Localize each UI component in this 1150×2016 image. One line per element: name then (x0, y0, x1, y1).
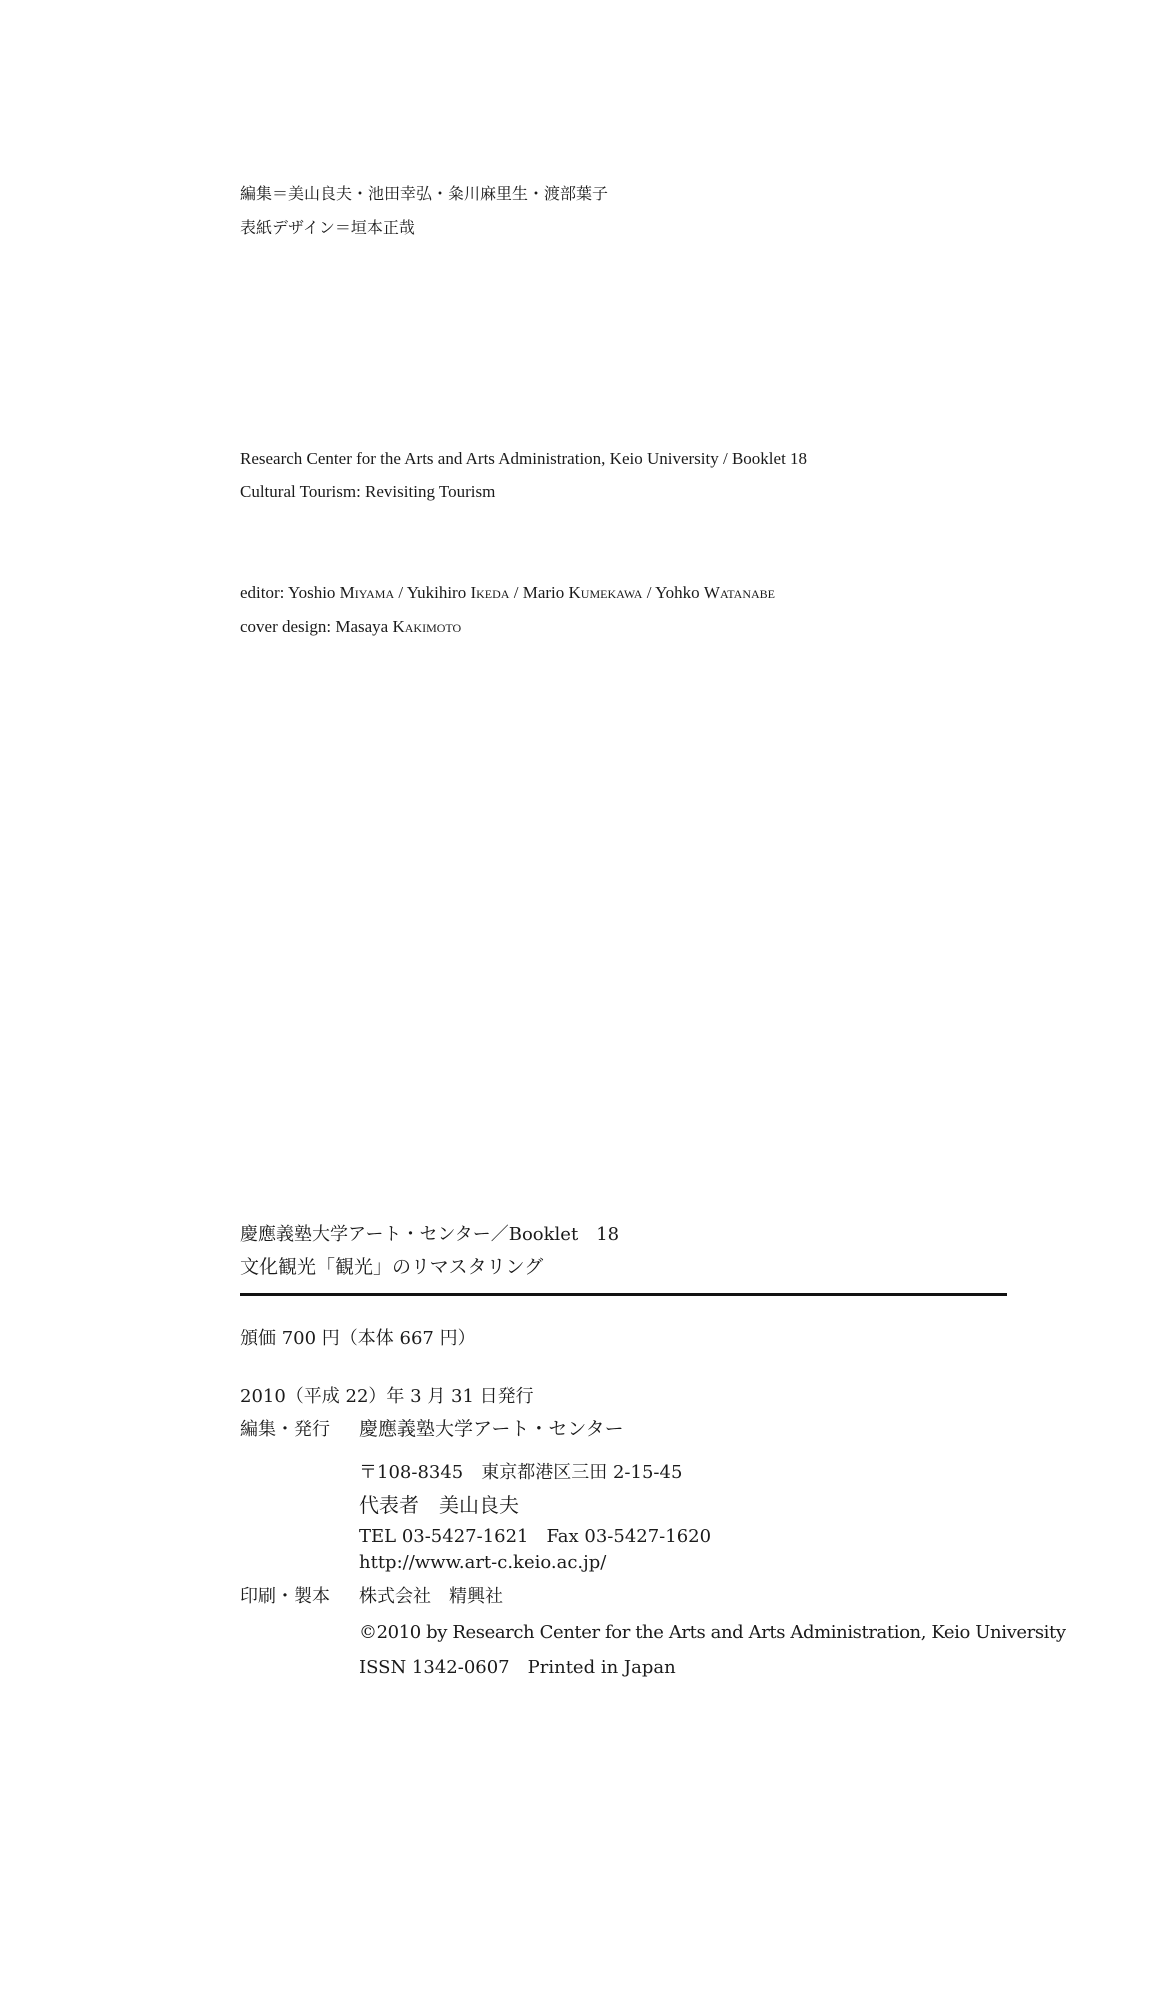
cover-design-en (240, 617, 461, 637)
cover-design-jp: 表紙デザイン＝垣本正哉 (240, 218, 415, 237)
editor-given-2: Yukihiro (406, 583, 471, 602)
tel-fax: TEL 03-5427-1621 Fax 03-5427-1620 (359, 1526, 712, 1547)
printer-row (240, 1582, 503, 1608)
editors-jp: 編集＝美山良夫・池田幸弘・粂川麻里生・渡部葉子 (240, 184, 609, 203)
colophon-rule (240, 1293, 1007, 1296)
editor-separator-2: / (509, 583, 523, 602)
editor-prefix: editor: (240, 583, 288, 602)
issue-date: 2010（平成 22）年 3 月 31 日発行 (240, 1386, 534, 1407)
editor-family-4: Watanabe (703, 583, 775, 602)
printer-name: 株式会社 精興社 (359, 1586, 503, 1607)
issn: ISSN 1342-0607 Printed in Japan (359, 1657, 676, 1678)
copyright: ©2010 by Research Center for the Arts and Arts Administration, Keio University (359, 1622, 1066, 1643)
cover-given: Masaya (335, 617, 393, 636)
colophon-title: 文化観光「観光」のリマスタリング (240, 1256, 544, 1278)
editor-given-4: Yohko (655, 583, 704, 602)
website-url: http://www.art-c.keio.ac.jp/ (359, 1552, 607, 1573)
address: 〒108-8345 東京都港区三田 2-15-45 (359, 1462, 683, 1483)
cover-prefix: cover design: (240, 617, 336, 636)
editor-family-1: Miyama (339, 583, 395, 602)
editor-separator-1: / (394, 583, 407, 602)
editor-given-1: Yoshio (288, 583, 340, 602)
representative: 代表者 美山良夫 (359, 1493, 519, 1517)
printer-label: 印刷・製本 (240, 1586, 330, 1607)
editor-given-3: Mario (522, 583, 569, 602)
publisher-label: 編集・発行 (240, 1419, 330, 1440)
publisher-row (240, 1414, 624, 1441)
cover-family: Kakimoto (392, 617, 462, 636)
colophon-series: 慶應義塾大学アート・センター／Booklet 18 (240, 1224, 620, 1245)
publisher-name: 慶應義塾大学アート・センター (359, 1418, 624, 1440)
price: 頒価 700 円（本体 667 円） (240, 1328, 476, 1349)
series-line-en: Research Center for the Arts and Arts Administration, Keio University / Booklet 18 (240, 449, 808, 468)
editor-family-3: Kumekawa (568, 583, 643, 602)
editor-family-2: Ikeda (470, 583, 510, 602)
title-en: Cultural Tourism: Revisiting Tourism (240, 482, 496, 501)
editor-separator-3: / (642, 583, 656, 602)
editors-en (240, 583, 775, 603)
